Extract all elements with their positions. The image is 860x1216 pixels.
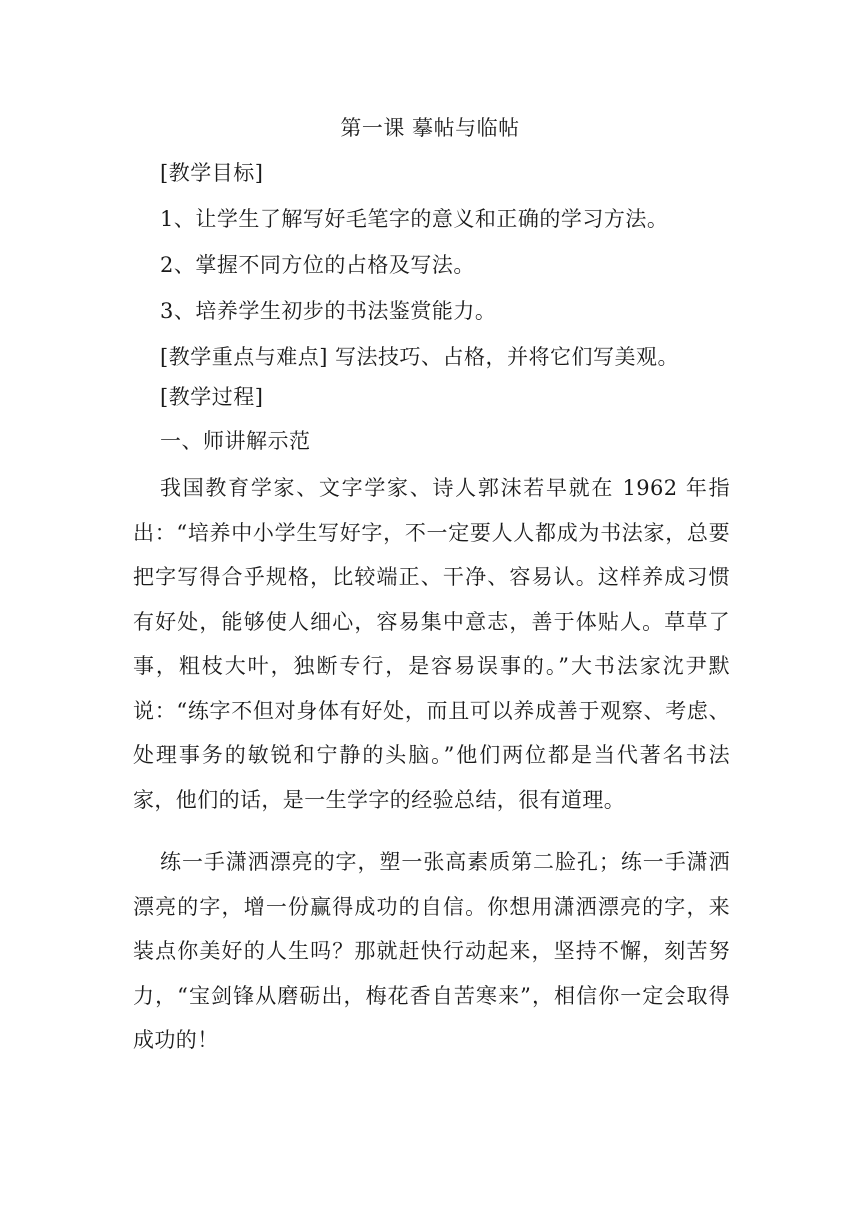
objective-item-2: 2、掌握不同方位的占格及写法。 (160, 253, 475, 277)
body-paragraph-2: 练一手潇洒漂亮的字，塑一张高素质第二脸孔；练一手潇洒漂亮的字，增一份赢得成功的自信。你想用潇洒漂亮的字，来装点你美好的人生吗？那就赶快行动起来，坚持不懈，刻苦努力，“宝剑锋从磨砺出，梅花香自苦寒来”，相信你一定会取得成功的！ (133, 850, 730, 1052)
lesson-title: 第一课 摹帖与临帖 (340, 116, 520, 140)
body-paragraph-1: 我国教育学家、文字学家、诗人郭沫若早就在 1962 年指出：“培养中小学生写好字，不一定要人人都成为书法家，总要把字写得合乎规格，比较端正、干净、容易认。这样养成习惯有好处，能够使人细心，容易集中意志，善于体贴人。草草了事，粗枝大叶，独断专行，是容易误事的。”大书法家沈尹默说：“练字不但对身体有好处，而且可以养成善于观察、考虑、处理事务的敏锐和宁静的头脑。”他们两位都是当代著名书法家，他们的话，是一生学字的经验总结，很有道理。 (133, 476, 730, 812)
objective-item-3: 3、培养学生初步的书法鉴赏能力。 (160, 299, 497, 323)
key-points-line: [教学重点与难点] 写法技巧、占格，并将它们写美观。 (160, 345, 680, 369)
process-heading: [教学过程] (160, 385, 264, 409)
section-heading: 一、师讲解示范 (160, 429, 311, 453)
objective-item-1: 1、让学生了解写好毛笔字的意义和正确的学习方法。 (160, 207, 669, 231)
objectives-heading: [教学目标] (160, 161, 264, 185)
